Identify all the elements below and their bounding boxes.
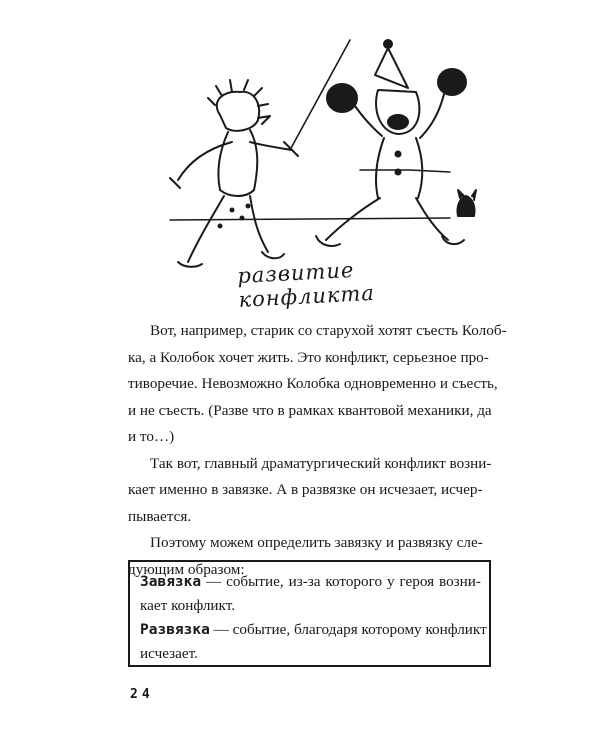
illustration-caption: развитие конфликта	[236, 257, 376, 312]
definition-line: исчезает.	[140, 645, 198, 662]
page-number: 24	[130, 687, 154, 702]
body-text	[128, 318, 507, 583]
definition-text: — событие, благодаря которому конфликт	[209, 621, 487, 638]
text-line: ка, а Колобок хочет жить. Это конфликт, серьезное про-	[128, 348, 489, 366]
paragraph-1	[128, 318, 507, 451]
paragraph-2	[128, 451, 492, 531]
text-line: тиворечие. Невозможно Колобка одновременно и съесть,	[128, 375, 498, 392]
definition-text: — событие, из-за которого у героя возни-	[201, 573, 481, 590]
definition-box	[128, 560, 491, 667]
text-line: Вот, например, старик со старухой хотят съесть Колоб-	[150, 322, 507, 339]
text-line: и то…)	[128, 428, 175, 445]
definition-term: Развязка	[140, 622, 210, 638]
definition-line	[140, 618, 487, 642]
illustration	[150, 30, 480, 312]
definition-razvyazka	[140, 618, 487, 666]
text-line: пывается.	[128, 507, 192, 525]
definition-line	[140, 570, 481, 594]
text-line: и не съесть. (Разве что в рамках квантовой механики, да	[128, 401, 492, 419]
text-line: кает именно в завязке. А в развязке он исчезает, исчер-	[128, 481, 483, 498]
text-line: дующим образом:	[128, 560, 245, 578]
text-line: Так вот, главный драматургический конфликт возни-	[150, 454, 492, 472]
definition-zavyazka	[140, 570, 481, 618]
text-line: Поэтому можем определить завязку и развязку сле-	[150, 534, 483, 551]
definition-term: Завязка	[140, 574, 202, 590]
definition-line: кает конфликт.	[140, 597, 236, 614]
